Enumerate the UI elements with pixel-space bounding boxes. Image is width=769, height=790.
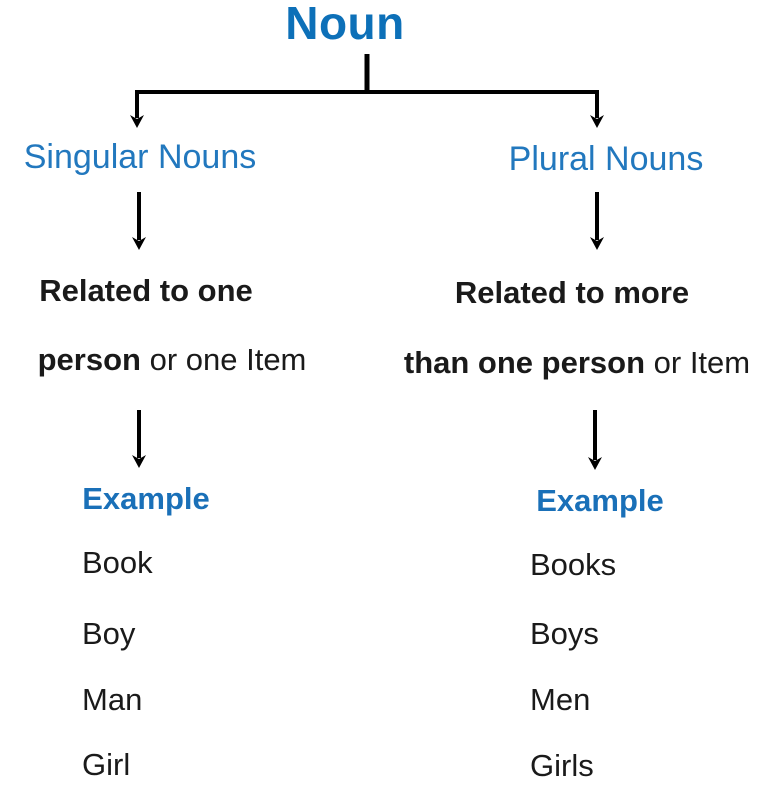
plural-to-desc-arrowhead [590,237,604,250]
singular-example-item-3: Man [82,682,143,717]
plural-description-line2 [404,345,750,381]
singular-to-desc-arrowhead [132,237,146,250]
plural-example-item-3: Men [530,682,591,717]
plural-to-example-arrowhead [588,457,602,470]
singular-example-item-2: Boy [82,616,136,651]
left-branch-arrowhead [130,115,144,128]
singular-nouns-label: Singular Nouns [23,138,257,176]
plural-example-item-1: Books [530,547,617,582]
singular-to-example-arrowhead [132,455,146,468]
singular-example-item-1: Book [82,545,153,580]
plural-description-line2-regular: or Item [645,345,751,380]
branch-bracket-line [137,92,597,118]
plural-example-item-2: Boys [530,616,599,651]
plural-example-item-4: Girls [530,748,594,783]
singular-example-item-4: Girl [82,747,131,782]
singular-description-line2-regular: or one Item [140,342,307,377]
plural-nouns-label: Plural Nouns [508,140,704,178]
plural-example-heading: Example [536,483,664,518]
singular-description-line1-bold: Related to one [39,273,253,308]
singular-description-line2-bold: person [37,342,141,377]
singular-description-line1 [39,273,253,309]
plural-description-line1 [455,275,689,311]
singular-description-line2 [38,342,307,378]
singular-example-heading: Example [82,481,210,516]
right-branch-arrowhead [590,115,604,128]
plural-description-line1-bold: Related to more [454,275,690,310]
plural-description-line2-bold: than one person [403,345,646,380]
diagram-title: Noun [285,0,405,49]
